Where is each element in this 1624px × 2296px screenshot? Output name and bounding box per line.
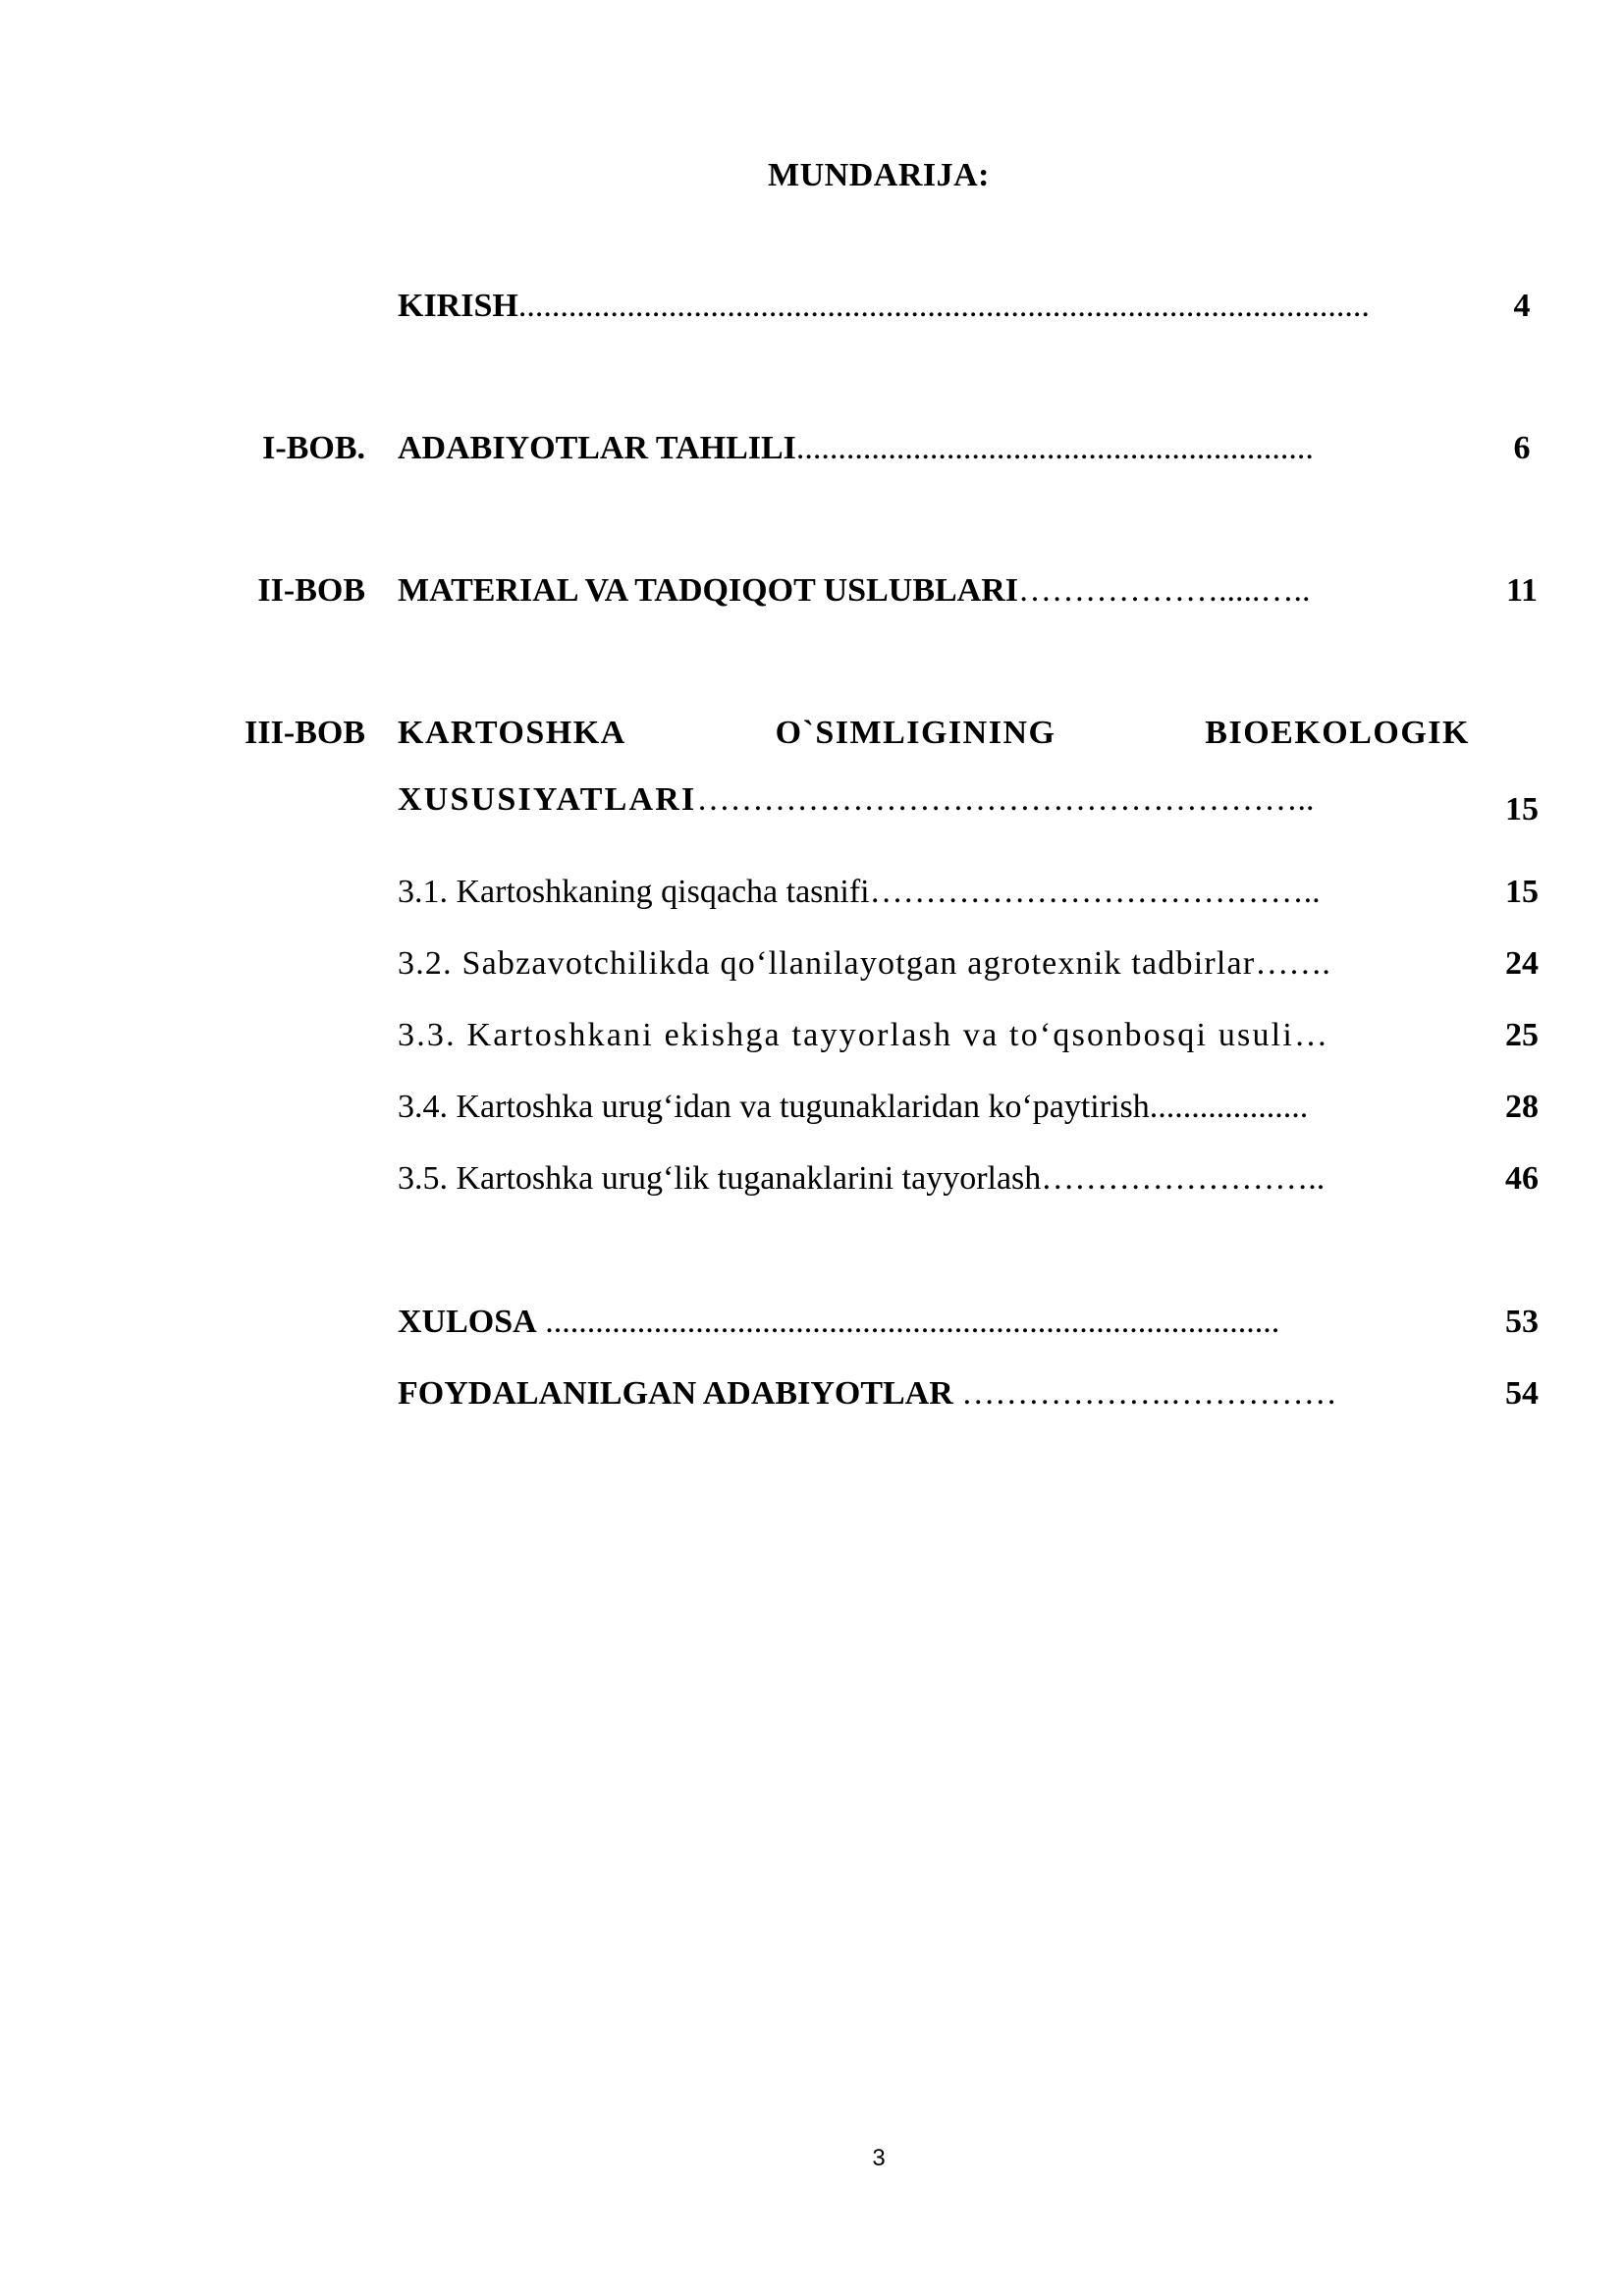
toc-entry-text: 3.1. Kartoshkaning qisqacha tasnifi………………………………….. bbox=[398, 874, 1321, 910]
toc-entry-text: ADABIYOTLAR TAHLILI.............................................................. bbox=[398, 430, 1314, 466]
toc-entry-text-line2: XUSUSIYATLARI……………………………………………….. bbox=[398, 781, 1315, 818]
toc-page-number: 11 bbox=[1505, 572, 1539, 609]
chapter-label: II-BOB bbox=[257, 572, 365, 609]
toc-entry-text: XULOSA ........................................................................................ bbox=[398, 1304, 1280, 1340]
toc-entry-bob3[interactable] bbox=[0, 707, 1624, 760]
toc-entry-bob2[interactable] bbox=[0, 564, 1624, 617]
toc-entry-xulosa[interactable] bbox=[0, 1296, 1624, 1349]
toc-page-number: 24 bbox=[1505, 945, 1539, 982]
toc-page-number: 15 bbox=[1505, 874, 1539, 910]
toc-subentry-3-1[interactable] bbox=[0, 866, 1624, 919]
toc-word: O`SIMLIGINING bbox=[775, 715, 1056, 751]
toc-entry-bob3-cont[interactable] bbox=[0, 774, 1624, 827]
toc-entry-text: FOYDALANILGAN ADABIYOTLAR ……………….…………… bbox=[398, 1375, 1337, 1412]
toc-entry-text: MATERIAL VA TADQIQOT USLUBLARI……………….....….. bbox=[398, 572, 1311, 609]
toc-entry-text: KIRISH...................................................................................................... bbox=[398, 288, 1370, 324]
toc-entry-kirish[interactable] bbox=[0, 280, 1624, 333]
toc-entry-text: 3.2. Sabzavotchilikda qo‘llanilayotgan agrotexnik tadbirlar……. bbox=[398, 945, 1330, 982]
toc-page-number: 28 bbox=[1505, 1089, 1539, 1125]
toc-page-number: 54 bbox=[1505, 1375, 1539, 1412]
toc-page-number: 4 bbox=[1513, 288, 1531, 324]
toc-subentry-3-5[interactable] bbox=[0, 1152, 1624, 1205]
chapter-label: III-BOB bbox=[244, 715, 365, 751]
toc-page-number: 6 bbox=[1513, 430, 1531, 466]
toc-subentry-3-4[interactable] bbox=[0, 1081, 1624, 1134]
toc-subentry-3-2[interactable] bbox=[0, 937, 1624, 990]
toc-page-number: 25 bbox=[1505, 1017, 1539, 1053]
toc-word: KARTOSHKA bbox=[398, 715, 626, 751]
toc-page-number: 15 bbox=[1505, 791, 1539, 828]
toc-entry-text: 3.5. Kartoshka urug‘lik tuganaklarini tayyorlash…………………….. bbox=[398, 1160, 1326, 1197]
toc-entry-references[interactable] bbox=[0, 1367, 1624, 1420]
toc-word: BIOEKOLOGIK bbox=[1205, 715, 1470, 751]
page-title: MUNDARIJA: bbox=[768, 157, 990, 193]
toc-subentry-3-3[interactable] bbox=[0, 1009, 1624, 1062]
toc-entry-bob1[interactable] bbox=[0, 422, 1624, 475]
page-number-footer: 3 bbox=[872, 2145, 886, 2171]
toc-page-number: 53 bbox=[1505, 1304, 1539, 1340]
toc-entry-text-line1 bbox=[398, 707, 1470, 760]
toc-entry-text: 3.3. Kartoshkani ekishga tayyorlash va to‘qsonbosqi usuli… bbox=[398, 1017, 1327, 1053]
toc-page-number: 46 bbox=[1505, 1160, 1539, 1197]
chapter-label: I-BOB. bbox=[262, 430, 365, 466]
toc-entry-text: 3.4. Kartoshka urug‘idan va tugunaklaridan ko‘paytirish................... bbox=[398, 1089, 1309, 1125]
